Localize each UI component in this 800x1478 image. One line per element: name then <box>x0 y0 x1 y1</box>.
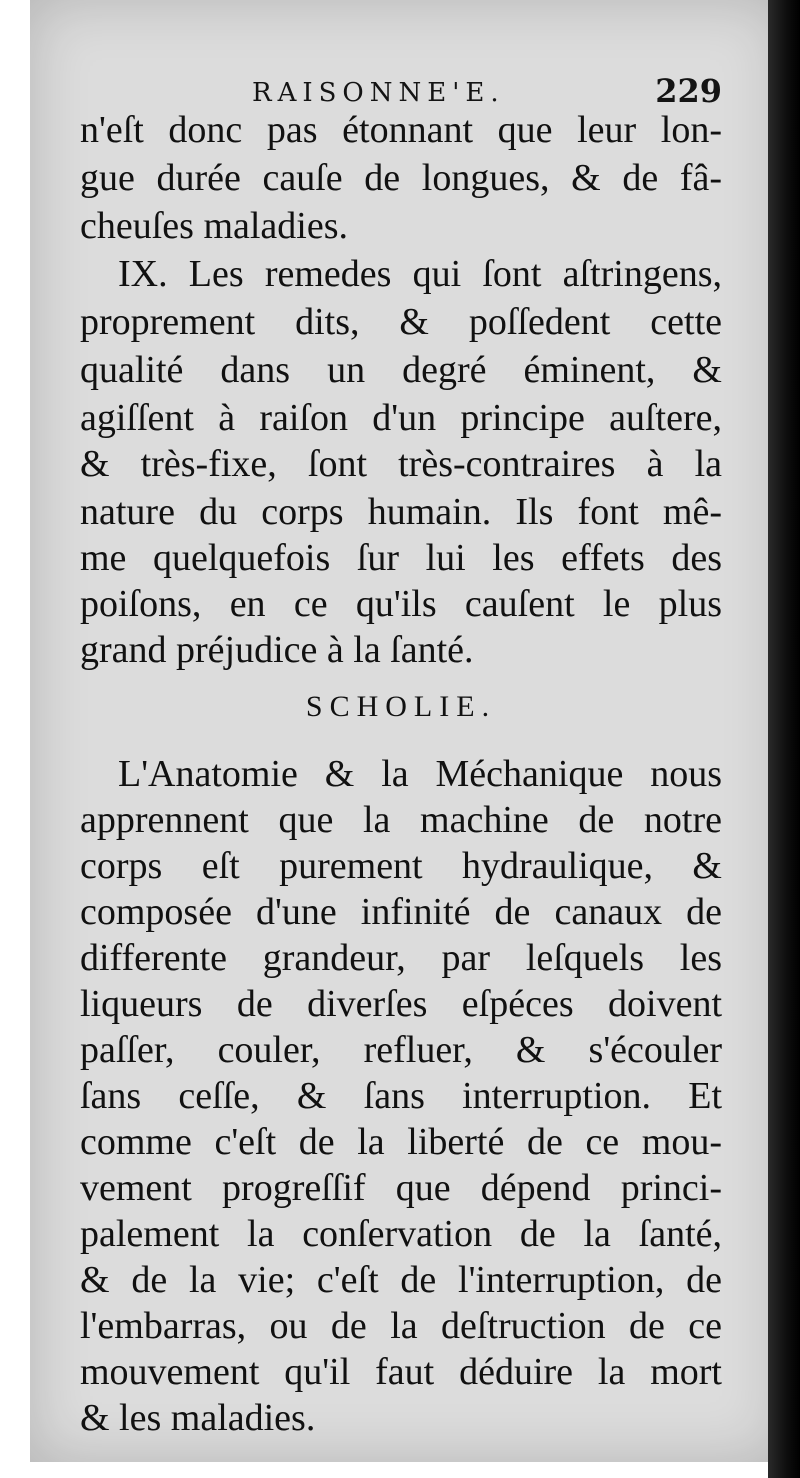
text-line: & très-fixe, ſont très-contraires à la <box>80 443 722 485</box>
text-line: nature du corps humain. Ils font mê- <box>80 491 722 533</box>
text-line: l'embarras, ou de la deſtruction de ce <box>80 1305 722 1347</box>
running-head <box>80 70 722 110</box>
page-number: 229 <box>655 72 722 110</box>
text-line: cheuſes maladies. <box>80 205 349 247</box>
text-line: palement la conſervation de la ſanté, <box>80 1213 722 1255</box>
text-line: & de la vie; c'eſt de l'interruption, de <box>80 1259 722 1301</box>
section-heading: SCHOLIE. <box>305 690 497 723</box>
text-line: qualité dans un degré éminent, & <box>80 349 722 391</box>
running-title: RAISONNE'E. <box>252 78 505 108</box>
text-line: apprennent que la machine de notre <box>80 799 722 841</box>
text-line: composée d'une infinité de canaux de <box>80 891 722 933</box>
text-line: poiſons, en ce qu'ils cauſent le plus <box>80 583 722 625</box>
text-line: L'Anatomie & la Méchanique nous <box>118 753 722 795</box>
text-line: ſans ceſſe, & ſans interruption. Et <box>80 1075 722 1117</box>
text-line: differente grandeur, par leſquels les <box>80 937 722 979</box>
text-line: & les maladies. <box>80 1397 316 1439</box>
text-line: gue durée cauſe de longues, & de fâ- <box>80 157 722 199</box>
text-line: proprement dits, & poſſedent cette <box>80 301 722 343</box>
text-line: corps eſt purement hydraulique, & <box>80 845 722 887</box>
text-line: vement progreſſif que dépend princi- <box>80 1167 722 1209</box>
text-line: grand préjudice à la ſanté. <box>80 629 474 671</box>
text-line: n'eſt donc pas étonnant que leur lon- <box>80 109 722 151</box>
page-edge-shadow <box>768 0 800 1478</box>
text-line: IX. Les remedes qui ſont aſtringens, <box>118 253 722 295</box>
text-line: paſſer, couler, refluer, & s'écouler <box>80 1029 722 1071</box>
text-line: mouvement qu'il faut déduire la mort <box>80 1351 722 1393</box>
text-line: agiſſent à raiſon d'un principe auſtere, <box>80 397 722 439</box>
text-line: me quelquefois ſur lui les effets des <box>80 537 722 579</box>
text-line: liqueurs de diverſes eſpéces doivent <box>80 983 722 1025</box>
text-line: comme c'eſt de la liberté de ce mou- <box>80 1121 722 1163</box>
